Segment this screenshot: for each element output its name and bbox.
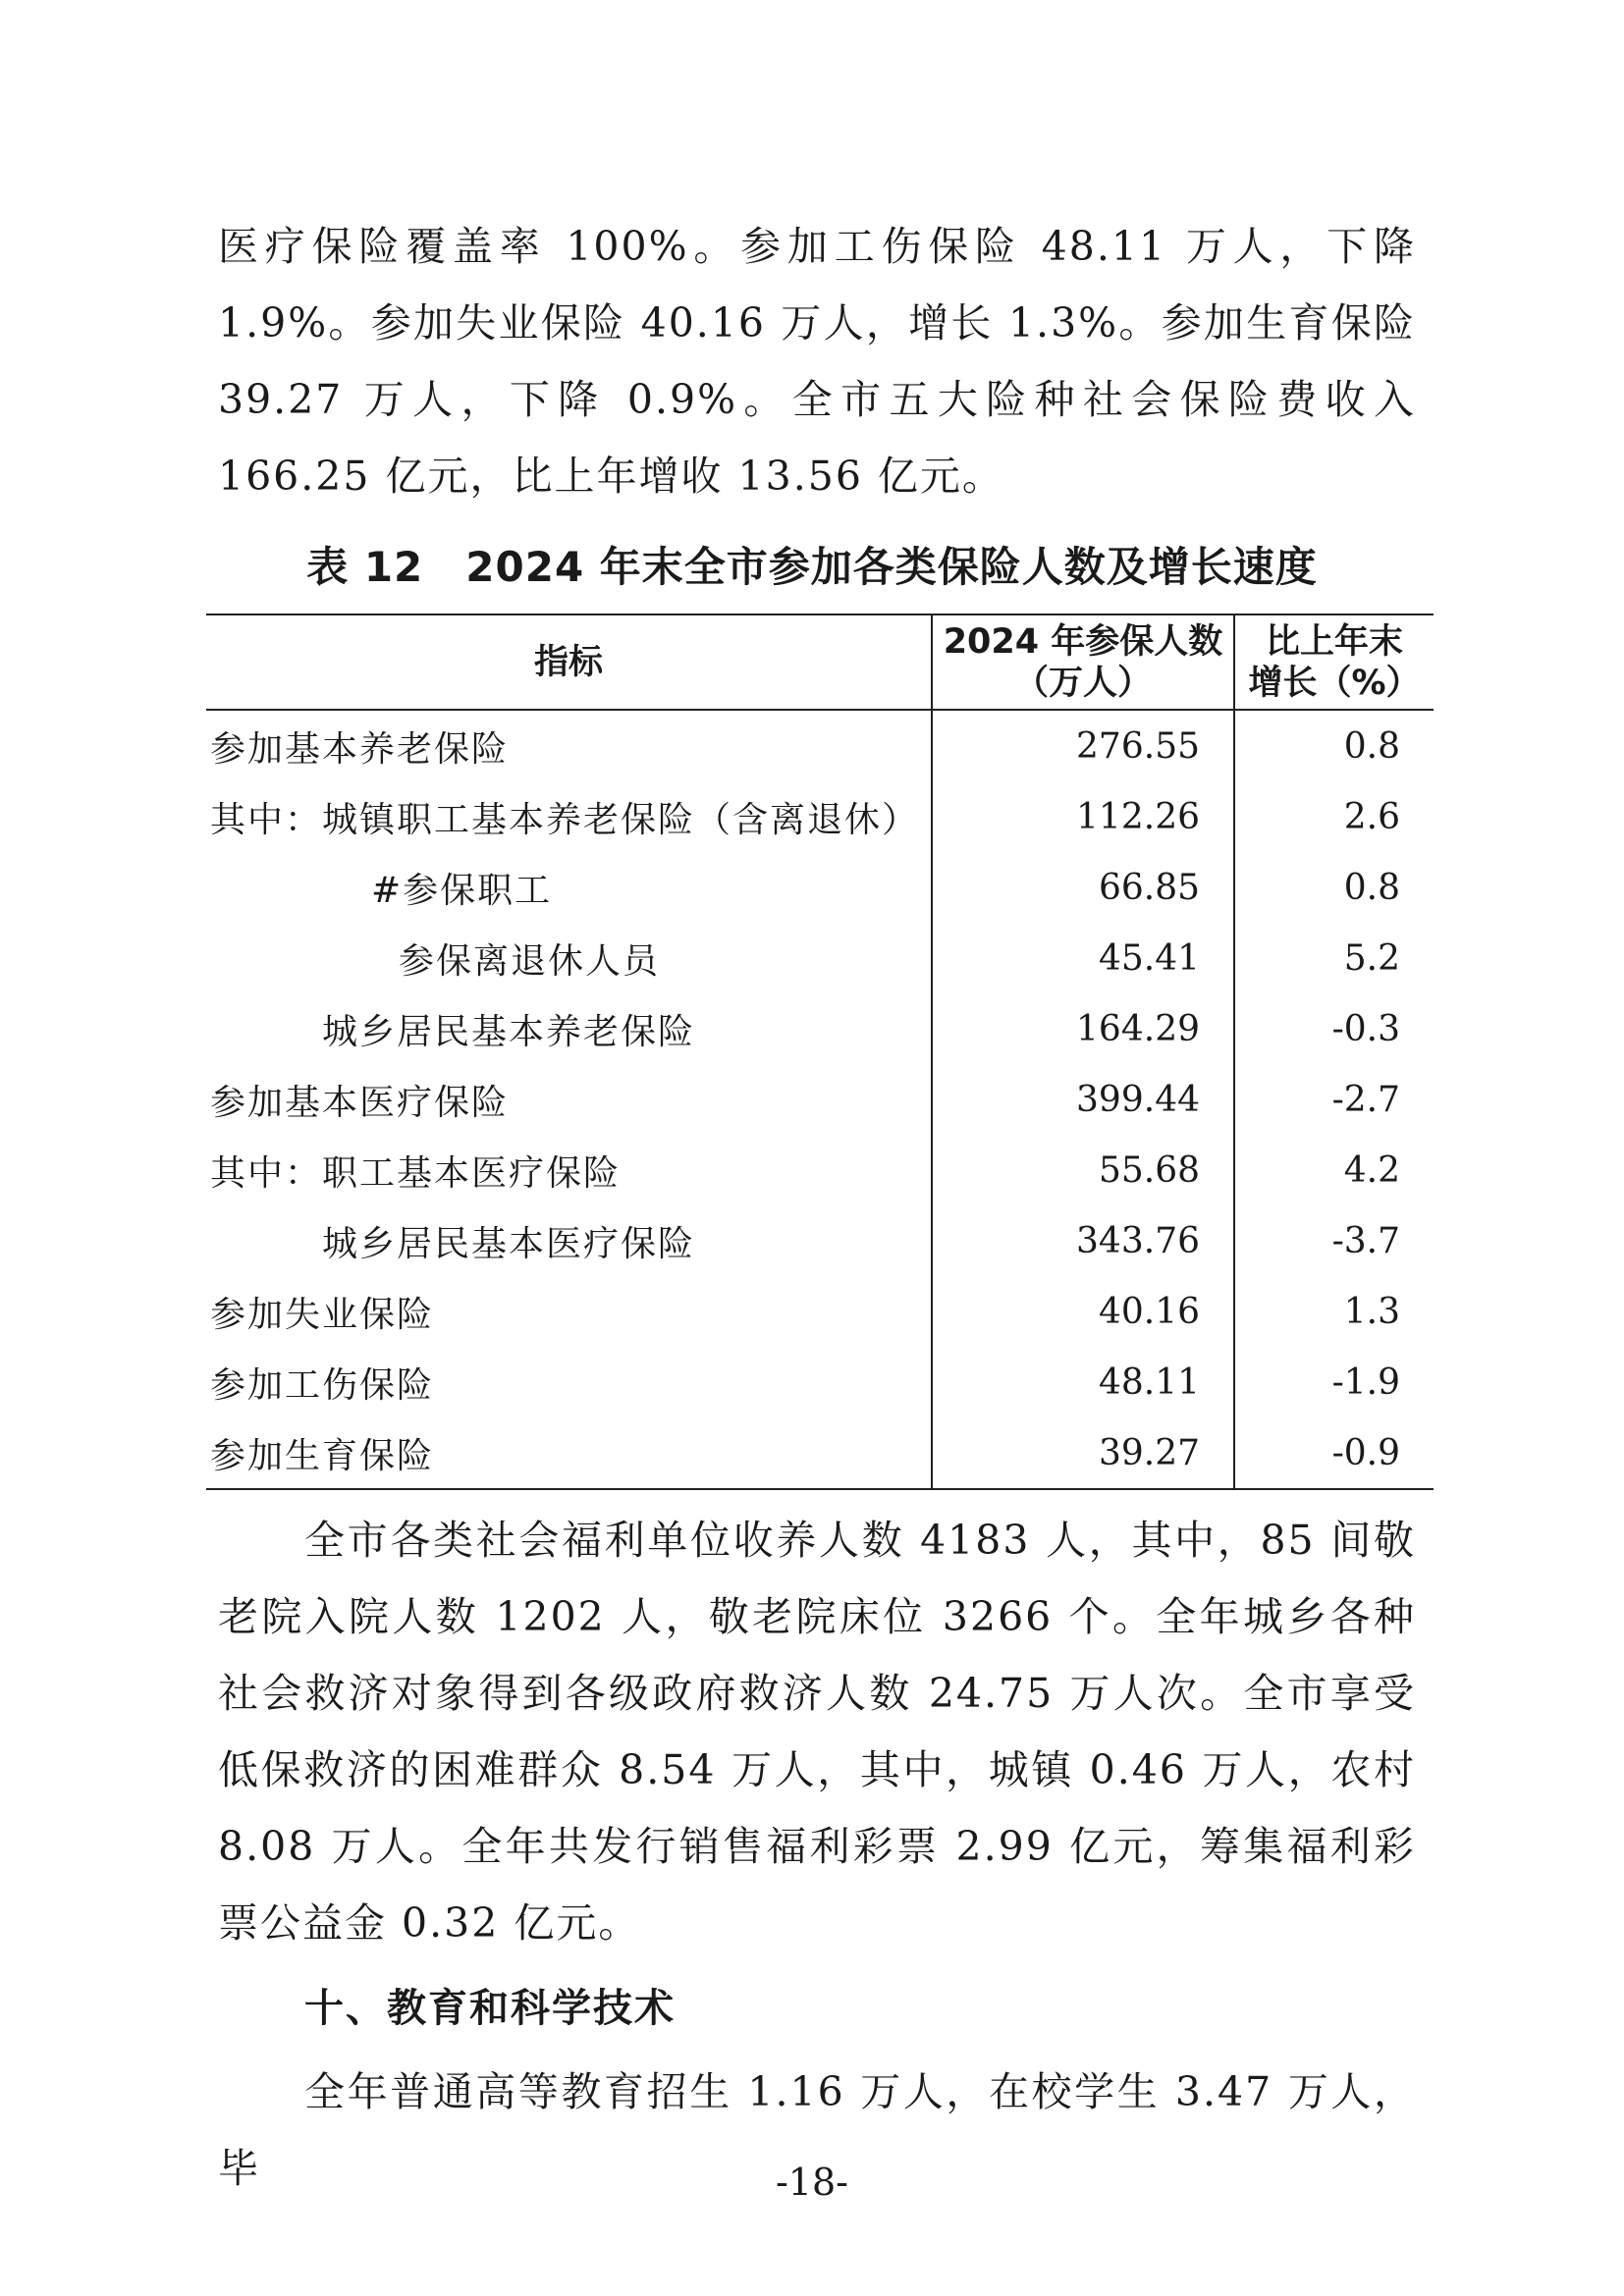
header-indicator: 指标 xyxy=(206,614,932,710)
row-value: 399.44 xyxy=(932,1064,1234,1135)
row-growth: 2.6 xyxy=(1343,796,1400,837)
header-count xyxy=(932,614,1234,710)
section-heading: 十、教育和科学技术 xyxy=(304,1986,676,2031)
table-row xyxy=(206,781,1434,852)
header-count-line1: 2024 年参保人数 xyxy=(943,621,1223,662)
row-growth: -3.7 xyxy=(1331,1220,1400,1261)
row-growth: 1.3 xyxy=(1343,1291,1400,1332)
header-count-line2: （万人） xyxy=(1013,663,1152,703)
row-value: 48.11 xyxy=(932,1347,1234,1417)
table-row xyxy=(206,1064,1434,1135)
header-growth-line2: 增长（%） xyxy=(1248,663,1421,703)
header-growth xyxy=(1234,614,1434,710)
row-value: 66.85 xyxy=(932,852,1234,923)
row-growth: 5.2 xyxy=(1343,937,1400,979)
table-row xyxy=(206,993,1434,1064)
table-row xyxy=(206,1135,1434,1205)
table-title: 表 12 2024 年末全市参加各类保险人数及增长速度 xyxy=(306,543,1318,591)
table-row xyxy=(206,710,1434,781)
row-name: 城乡居民基本养老保险 xyxy=(322,1011,696,1052)
row-name: 城乡居民基本医疗保险 xyxy=(322,1223,696,1264)
page-number: -18- xyxy=(775,2161,849,2204)
row-growth: -0.9 xyxy=(1234,1417,1434,1489)
table-row xyxy=(206,1205,1434,1276)
row-name: 参保离退休人员 xyxy=(399,940,661,982)
row-value: 112.26 xyxy=(932,781,1234,852)
row-name: 其中：城镇职工基本养老保险（含离退休） xyxy=(210,799,920,840)
row-name: 参加生育保险 xyxy=(206,1417,932,1489)
row-name: 其中：职工基本医疗保险 xyxy=(210,1152,622,1194)
table-row xyxy=(206,923,1434,993)
intro-paragraph: 医疗保险覆盖率 100%。参加工伤保险 48.11 万人，下降 1.9%。参加失业保险 40.16 万人，增长 1.3%。参加生育保险 39.27 万人，下降 0.9%。全市五大险种社会保险费收入 166.25 亿元，比上年增收 13.56 亿元。 xyxy=(218,223,1416,500)
row-growth: 4.2 xyxy=(1343,1149,1400,1191)
table-row xyxy=(206,1276,1434,1347)
insurance-table xyxy=(206,614,1434,1490)
table-row xyxy=(206,852,1434,923)
row-growth: -1.9 xyxy=(1331,1362,1400,1403)
row-growth: -0.3 xyxy=(1331,1008,1400,1049)
table-row xyxy=(206,1347,1434,1417)
row-value: 39.27 xyxy=(932,1417,1234,1489)
row-value: 343.76 xyxy=(932,1205,1234,1276)
row-growth: -2.7 xyxy=(1331,1079,1400,1120)
row-value: 45.41 xyxy=(932,923,1234,993)
row-value: 40.16 xyxy=(932,1276,1234,1347)
table-header-row xyxy=(206,614,1434,710)
row-name: 参加基本养老保险 xyxy=(210,728,510,770)
education-paragraph: 全年普通高等教育招生 1.16 万人，在校学生 3.47 万人，毕 xyxy=(218,2068,1416,2192)
header-growth-line1: 比上年末 xyxy=(1265,621,1403,662)
row-name: 参加工伤保险 xyxy=(210,1364,435,1406)
table-row xyxy=(206,1417,1434,1489)
row-name: 参加失业保险 xyxy=(210,1294,435,1335)
row-name: 参加基本医疗保险 xyxy=(210,1082,510,1123)
row-name: #参保职工 xyxy=(371,870,553,911)
row-value: 276.55 xyxy=(932,710,1234,781)
row-growth: 0.8 xyxy=(1343,725,1400,767)
row-value: 55.68 xyxy=(932,1135,1234,1205)
welfare-paragraph: 全市各类社会福利单位收养人数 4183 人，其中，85 间敬老院入院人数 1202 人，敬老院床位 3266 个。全年城乡各种社会救济对象得到各级政府救济人数 24.75 万人次。全市享受低保救济的困难群众 8.54 万人，其中，城镇 0.46 万人，农村 8.08 万人。全年共发行销售福利彩票 2.99 亿元，筹集福利彩票公益金 0.32 亿元。 xyxy=(218,1517,1416,1947)
row-growth: 0.8 xyxy=(1343,867,1400,908)
row-value: 164.29 xyxy=(932,993,1234,1064)
